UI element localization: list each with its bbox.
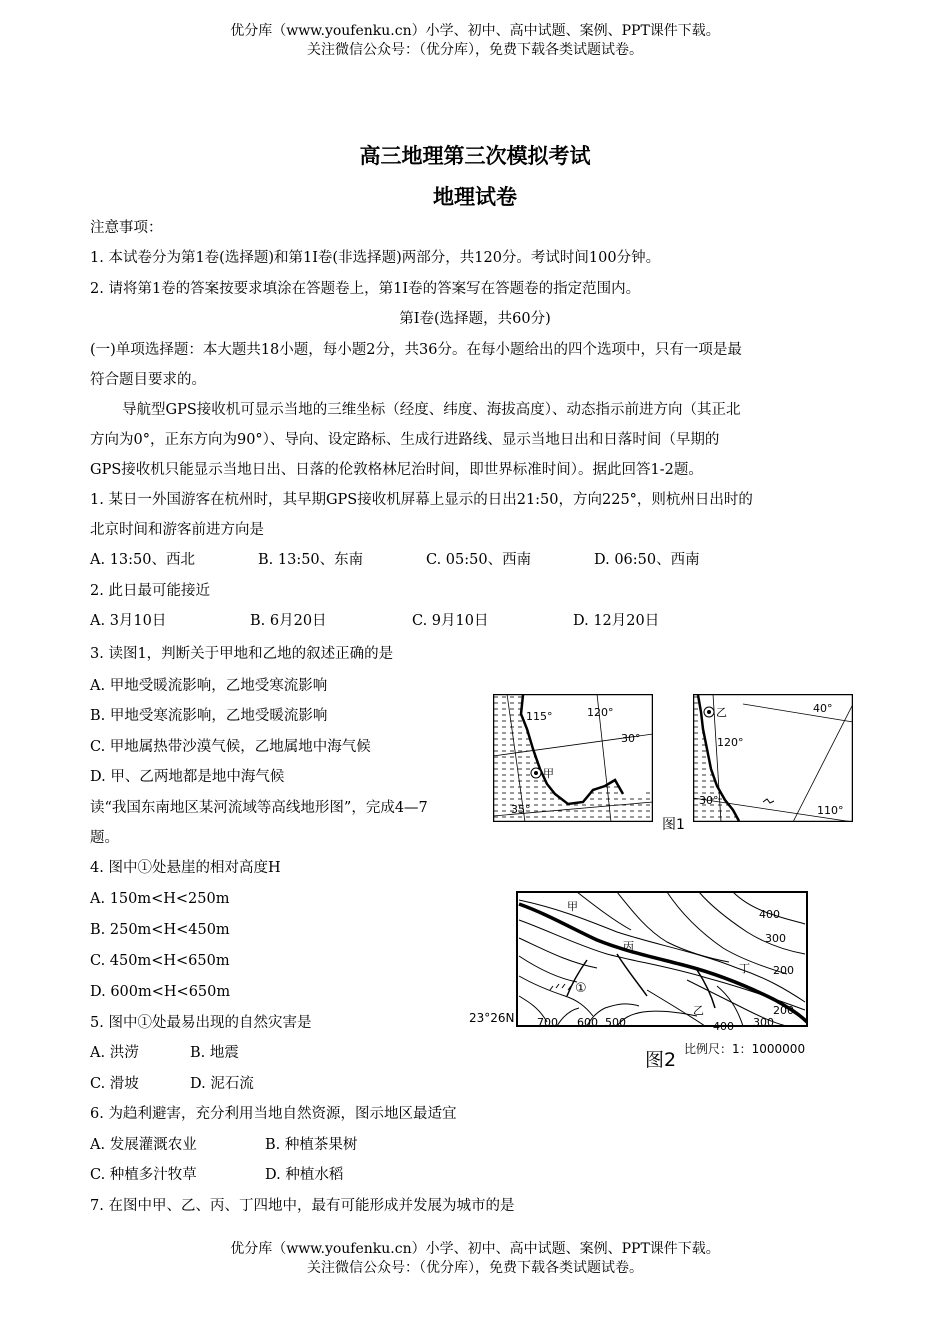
q2-option-a: A. 3月10日 xyxy=(90,613,167,629)
q5-option-a: A. 洪涝 xyxy=(90,1045,139,1061)
q4-option-d: D. 600m<H<650m xyxy=(90,984,231,1000)
fig2-contour-200: 200 xyxy=(773,964,794,977)
fig2-contour-200b: 200 xyxy=(773,1004,794,1017)
fig1-lon-110: 110° xyxy=(817,804,844,817)
intro-4-7-line-2: 题。 xyxy=(90,830,119,846)
q1-option-c: C. 05:50、西南 xyxy=(426,552,532,568)
q3-option-a: A. 甲地受暖流影响，乙地受寒流影响 xyxy=(90,678,328,694)
passage-line-2: 方向为0°，正东方向为90°）、导向、设定路标、生成行进路线、显示当地日出和日落时间（早期的 xyxy=(90,432,720,448)
q6-option-c: C. 种植多汁牧草 xyxy=(90,1167,197,1183)
fig2-contour-300: 300 xyxy=(765,932,786,945)
page-title: 高三地理第三次模拟考试 xyxy=(359,144,591,168)
header-line-1: 优分库（www.youfenku.cn）小学、初中、高中试题、案例、PPT课件下载。 xyxy=(230,23,720,39)
fig1-place-jia: 甲 xyxy=(543,767,554,780)
q2-option-b: B. 6月20日 xyxy=(250,613,327,629)
fig2-place-ding: 丁 xyxy=(739,962,750,975)
q5-option-c: C. 滑坡 xyxy=(90,1076,139,1092)
fig2-lat-label: 23°26N xyxy=(469,1011,515,1025)
notice-item-1: 1. 本试卷分为第1卷(选择题)和第1I卷(非选择题)两部分，共120分。考试时间100分钟。 xyxy=(90,250,661,266)
notice-heading: 注意事项： xyxy=(90,220,163,236)
q3-option-c: C. 甲地属热带沙漠气候，乙地属地中海气候 xyxy=(90,739,371,755)
q2-option-d: D. 12月20日 xyxy=(573,613,660,629)
q6-stem: 6. 为趋利避害，充分利用当地自然资源，图示地区最适宜 xyxy=(90,1106,457,1122)
fig2-place-yi: 乙 xyxy=(693,1004,704,1017)
q4-option-a: A. 150m<H<250m xyxy=(90,891,230,907)
figure-2-caption: 图2 xyxy=(645,1049,677,1071)
fig1-lat-40: 40° xyxy=(813,702,833,715)
fig1-place-yi: 乙 xyxy=(716,706,727,719)
notice-item-2: 2. 请将第1卷的答案按要求填涂在答题卷上，第1I卷的答案写在答题卷的指定范围内。 xyxy=(90,281,641,297)
part-instructions-line-2: 符合题目要求的。 xyxy=(90,372,206,388)
q1-option-b: B. 13:50、东南 xyxy=(258,552,364,568)
q4-stem: 4. 图中①处悬崖的相对高度H xyxy=(90,860,281,876)
q6-option-a: A. 发展灌溉农业 xyxy=(90,1137,197,1153)
figure-1-caption: 图1 xyxy=(662,817,685,833)
q5-stem: 5. 图中①处最易出现的自然灾害是 xyxy=(90,1015,312,1031)
fig2-bottom-300: 300 xyxy=(753,1016,774,1029)
footer-line-2: 关注微信公众号：（优分库），免费下载各类试题试卷。 xyxy=(307,1260,643,1276)
fig1-lon-115: 115° xyxy=(526,710,553,723)
q4-option-c: C. 450m<H<650m xyxy=(90,953,230,969)
fig2-marker-1: ① xyxy=(575,981,587,996)
q3-stem: 3. 读图1，判断关于甲地和乙地的叙述正确的是 xyxy=(90,646,394,662)
footer-line-1: 优分库（www.youfenku.cn）小学、初中、高中试题、案例、PPT课件下载。 xyxy=(230,1241,720,1257)
figure-2-scale: 比例尺：1：1000000 xyxy=(684,1042,806,1056)
fig1-lat-30: 30° xyxy=(621,732,641,745)
q1-stem-1: 1. 某日一外国游客在杭州时，其早期GPS接收机屏幕上显示的日出21:50，方向225°，则杭州日出时的 xyxy=(90,492,753,508)
figure-1-left-map xyxy=(493,694,653,822)
intro-4-7-line-1: 读“我国东南地区某河流域等高线地形图”，完成4—7 xyxy=(90,800,428,816)
q3-option-d: D. 甲、乙两地都是地中海气候 xyxy=(90,769,285,785)
q1-stem-2: 北京时间和游客前进方向是 xyxy=(90,522,264,538)
q4-option-b: B. 250m<H<450m xyxy=(90,922,230,938)
fig2-bottom-700: 700 xyxy=(537,1016,558,1029)
fig1-lat-30-right: 30° xyxy=(699,794,719,807)
fig1-lon-120-right: 120° xyxy=(717,736,744,749)
q1-option-a: A. 13:50、西北 xyxy=(90,552,195,568)
part-instructions-line-1: (一)单项选择题：本大题共18小题，每小题2分，共36分。在每小题给出的四个选项中，只有一项是最 xyxy=(90,342,742,358)
fig2-place-jia: 甲 xyxy=(567,900,578,913)
fig2-contour-400: 400 xyxy=(759,908,780,921)
q6-option-b: B. 种植茶果树 xyxy=(265,1137,358,1153)
fig2-bottom-500: 500 xyxy=(605,1016,626,1029)
q2-option-c: C. 9月10日 xyxy=(412,613,489,629)
page-subtitle: 地理试卷 xyxy=(433,185,517,209)
fig2-bottom-600: 600 xyxy=(577,1016,598,1029)
fig2-place-bing: 丙 xyxy=(623,940,634,953)
q2-stem: 2. 此日最可能接近 xyxy=(90,583,210,599)
q7-stem: 7. 在图中甲、乙、丙、丁四地中，最有可能形成并发展为城市的是 xyxy=(90,1198,515,1214)
passage-line-1: 导航型GPS接收机可显示当地的三维坐标（经度、纬度、海拔高度）、动态指示前进方向（其正北 xyxy=(122,402,741,418)
section-heading: 第Ⅰ卷(选择题，共60分) xyxy=(399,311,551,327)
figure-1-right-map xyxy=(693,694,853,822)
q5-option-d: D. 泥石流 xyxy=(190,1076,254,1092)
fig2-bottom-400: 400 xyxy=(713,1020,734,1033)
q1-option-d: D. 06:50、西南 xyxy=(594,552,700,568)
q3-option-b: B. 甲地受寒流影响，乙地受暖流影响 xyxy=(90,708,328,724)
passage-line-3: GPS接收机只能显示当地日出、日落的伦敦格林尼治时间，即世界标准时间）。据此回答1-2题。 xyxy=(90,462,703,478)
fig1-lon-120: 120° xyxy=(587,706,614,719)
q6-option-d: D. 种植水稻 xyxy=(265,1167,344,1183)
q5-option-b: B. 地震 xyxy=(190,1045,239,1061)
header-line-2: 关注微信公众号：（优分库），免费下载各类试题试卷。 xyxy=(307,42,643,58)
fig1-lat-35: 35° xyxy=(511,803,531,816)
